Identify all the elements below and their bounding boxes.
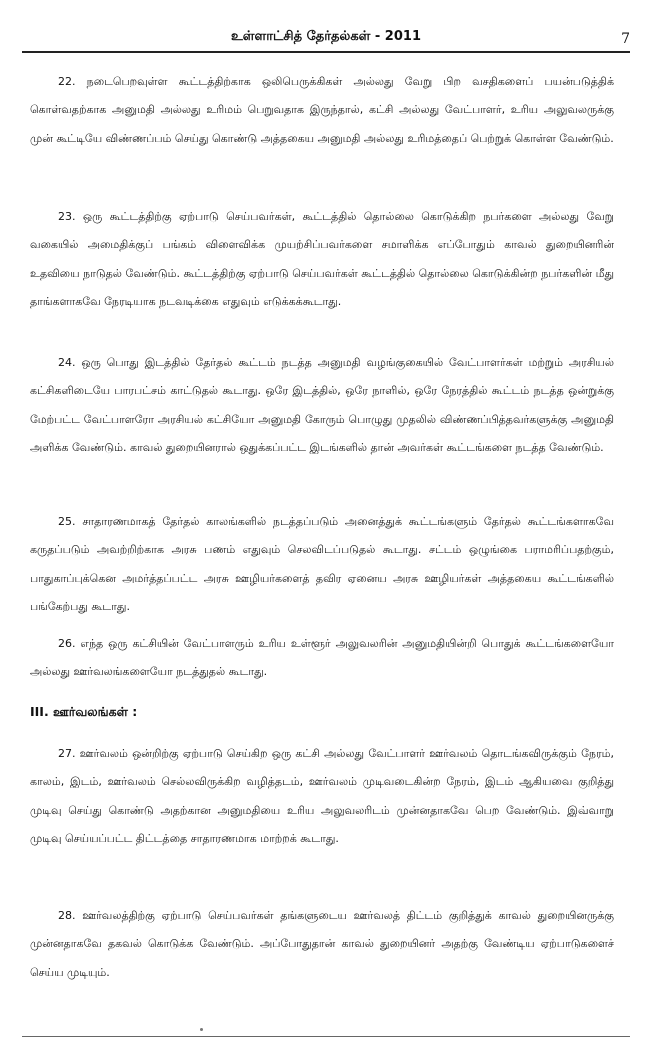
header-title: உள்ளாட்சித் தேர்தல்கள் - 2011 [231,29,421,44]
header-rule [22,51,630,53]
paragraph-24: 24. ஒரு பொது இடத்தில் தேர்தல் கூட்டம் நடத்த அனுமதி வழங்குகையில் வேட்பாளர்கள் மற்றும் அரசியல் கட்சிகளிடையே பாரபட்சம் காட்டுதல் கூடாது. ஒரே இடத்தில், ஒரே நாளில், ஒரே நேரத்தில் கூட்டம் நடத்த ஒன்றுக்கு மேற்பட்ட வேட்பாளரோ அரசியல் கட்சியோ அனுமதி கோரும் பொழுது முதலில் விண்ணப்பித்தவர்களுக்கு அனுமதி அளிக்க வேண்டும். காவல் துறையினரால் ஒதுக்கப்பட்ட இடங்களில் தான் அவர்கள் கூட்டங்களை நடத்த வேண்டும். [30,356,614,454]
paragraph-28: 28. ஊர்வலத்திற்கு ஏற்பாடு செய்பவர்கள் தங்களுடைய ஊர்வலத் திட்டம் குறித்துக் காவல் துறையினருக்கு முன்னதாகவே தகவல் கொடுக்க வேண்டும். அப்போதுதான் காவல் துறையினர் அதற்கு வேண்டிய ஏற்பாடுகளைச் செய்ய முடியும். [30,909,614,979]
page-number: 7 [621,31,630,47]
paragraph-25: 25. சாதாரணமாகத் தேர்தல் காலங்களில் நடத்தப்படும் அனைத்துக் கூட்டங்களும் தேர்தல் கூட்டங்களாகவே கருதப்படும் அவற்றிற்காக அரசு பணம் எதுவும் செலவிடப்படுதல் கூடாது. சட்டம் ஒழுங்கை பராமரிப்பதற்கும், பாதுகாப்புக்கென அமர்த்தப்பட்ட அரசு ஊழியர்களைத் தவிர ஏனைய அரசு ஊழியர்கள் அத்தகைய கூட்டங்களில் பங்கேற்பது கூடாது. [30,515,614,613]
page-header [22,28,630,52]
paragraph-27: 27. ஊர்வலம் ஒன்றிற்கு ஏற்பாடு செய்கிற ஒரு கட்சி அல்லது வேட்பாளர் ஊர்வலம் தொடங்கவிருக்கும் நேரம், காலம், இடம், ஊர்வலம் செல்லவிருக்கிற வழித்தடம், ஊர்வலம் முடிவடைகின்ற நேரம், இடம் ஆகியவை குறித்து முடிவு செய்து கொண்டு அதற்கான அனுமதியை உரிய அலுவலரிடம் முன்னதாகவே பெற வேண்டும். இவ்வாறு முடிவு செய்யப்பட்ட திட்டத்தை சாதாரணமாக மாற்றக் கூடாது. [30,747,614,845]
section-heading: III. ஊர்வலங்கள் : [30,704,138,719]
footer-mark [200,1028,203,1031]
paragraph-26: 26. எந்த ஒரு கட்சியின் வேட்பாளரும் உரிய உள்ளூர் அலுவலரின் அனுமதியின்றி பொதுக் கூட்டங்களையோ அல்லது ஊர்வலங்களையோ நடத்துதல் கூடாது. [30,637,614,679]
footer-rule [22,1036,630,1037]
paragraph-22: 22. நடைபெறவுள்ள கூட்டத்திற்காக ஒலிபெருக்கிகள் அல்லது வேறு பிற வசதிகளைப் பயன்படுத்திக் கொள்வதற்காக அனுமதி அல்லது உரிமம் பெறுவதாக இருந்தால், கட்சி அல்லது வேட்பாளர், உரிய அலுவலருக்கு முன் கூட்டியே விண்ணப்பம் செய்து கொண்டு அத்தகைய அனுமதி அல்லது உரிமத்தைப் பெற்றுக் கொள்ள வேண்டும். [30,75,614,145]
paragraph-23: 23. ஒரு கூட்டத்திற்கு ஏற்பாடு செய்பவர்கள், கூட்டத்தில் தொல்லை கொடுக்கிற நபர்களை அல்லது வேறு வகையில் அமைதிக்குப் பங்கம் விளைவிக்க முயற்சிப்பவர்களை சமாளிக்க எப்போதும் காவல் துறையினரின் உதவியை நாடுதல் வேண்டும். கூட்டத்திற்கு ஏற்பாடு செய்பவர்கள் கூட்டத்தில் தொல்லை கொடுக்கின்ற நபர்களின் மீது தாங்களாகவே நேரடியாக நடவடிக்கை எதுவும் எடுக்கக்கூடாது. [30,210,614,308]
